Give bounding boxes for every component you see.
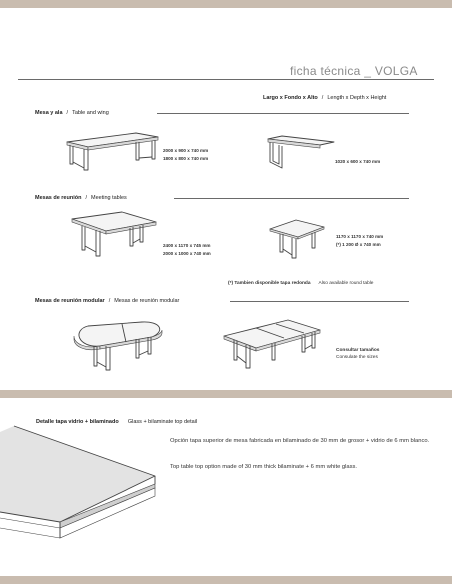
desk-drawing [64, 124, 164, 174]
meeting-table-drawing [70, 210, 160, 266]
section-title-meeting: Mesas de reunión / Meeting tables [35, 195, 127, 201]
consult-note: Consultar tamaños Consulate the sizes [336, 348, 380, 360]
middle-band [0, 390, 452, 398]
wing-drawing [268, 136, 338, 176]
dims-square: 1170 x 1170 x 740 mm (*) 1 200 Ø x 740 mm [336, 234, 384, 247]
top-band [0, 0, 452, 8]
section-rule-modular [230, 301, 409, 302]
detail-desc-en: Top table top option made of 30 mm thick bilaminate + 6 mm white glass. [170, 464, 358, 470]
bottom-band [0, 576, 452, 584]
page-title: ficha técnica _ VOLGA [290, 64, 418, 78]
dims-header: Largo x Fondo x Alto / Length x Depth x Height [263, 95, 387, 101]
square-table-drawing [268, 218, 328, 262]
dims-meeting: 2400 x 1170 x 745 mm 2000 x 1000 x 740 mm [163, 243, 211, 256]
detail-title: Detalle tapa vidrio + bilaminado Glass + bilaminate top detail [36, 419, 198, 425]
section-title-modular: Mesas de reunión modular / Mesas de reunión modular [35, 298, 180, 304]
section-rule-table-wing [157, 113, 409, 114]
dims-wing: 1020 x 600 x 740 mm [335, 159, 381, 164]
modular-oval-drawing [70, 318, 170, 376]
glass-top-detail-drawing [0, 426, 160, 556]
modular-rect-drawing [222, 318, 322, 376]
section-rule-meeting [174, 198, 409, 199]
round-note: (*) Tambien disponible tapa redonda Also available round table [228, 281, 374, 286]
dims-table: 2000 x 900 x 740 mm 1800 x 800 x 740 mm [163, 148, 209, 161]
title-rule [18, 79, 434, 80]
section-title-table-wing: Mesa y ala / Table and wing [35, 110, 109, 116]
detail-desc-es: Opción tapa superior de mesa fabricada en bilaminado de 30 mm de grosor + vidrio de 6 mm blanco. [170, 438, 430, 444]
